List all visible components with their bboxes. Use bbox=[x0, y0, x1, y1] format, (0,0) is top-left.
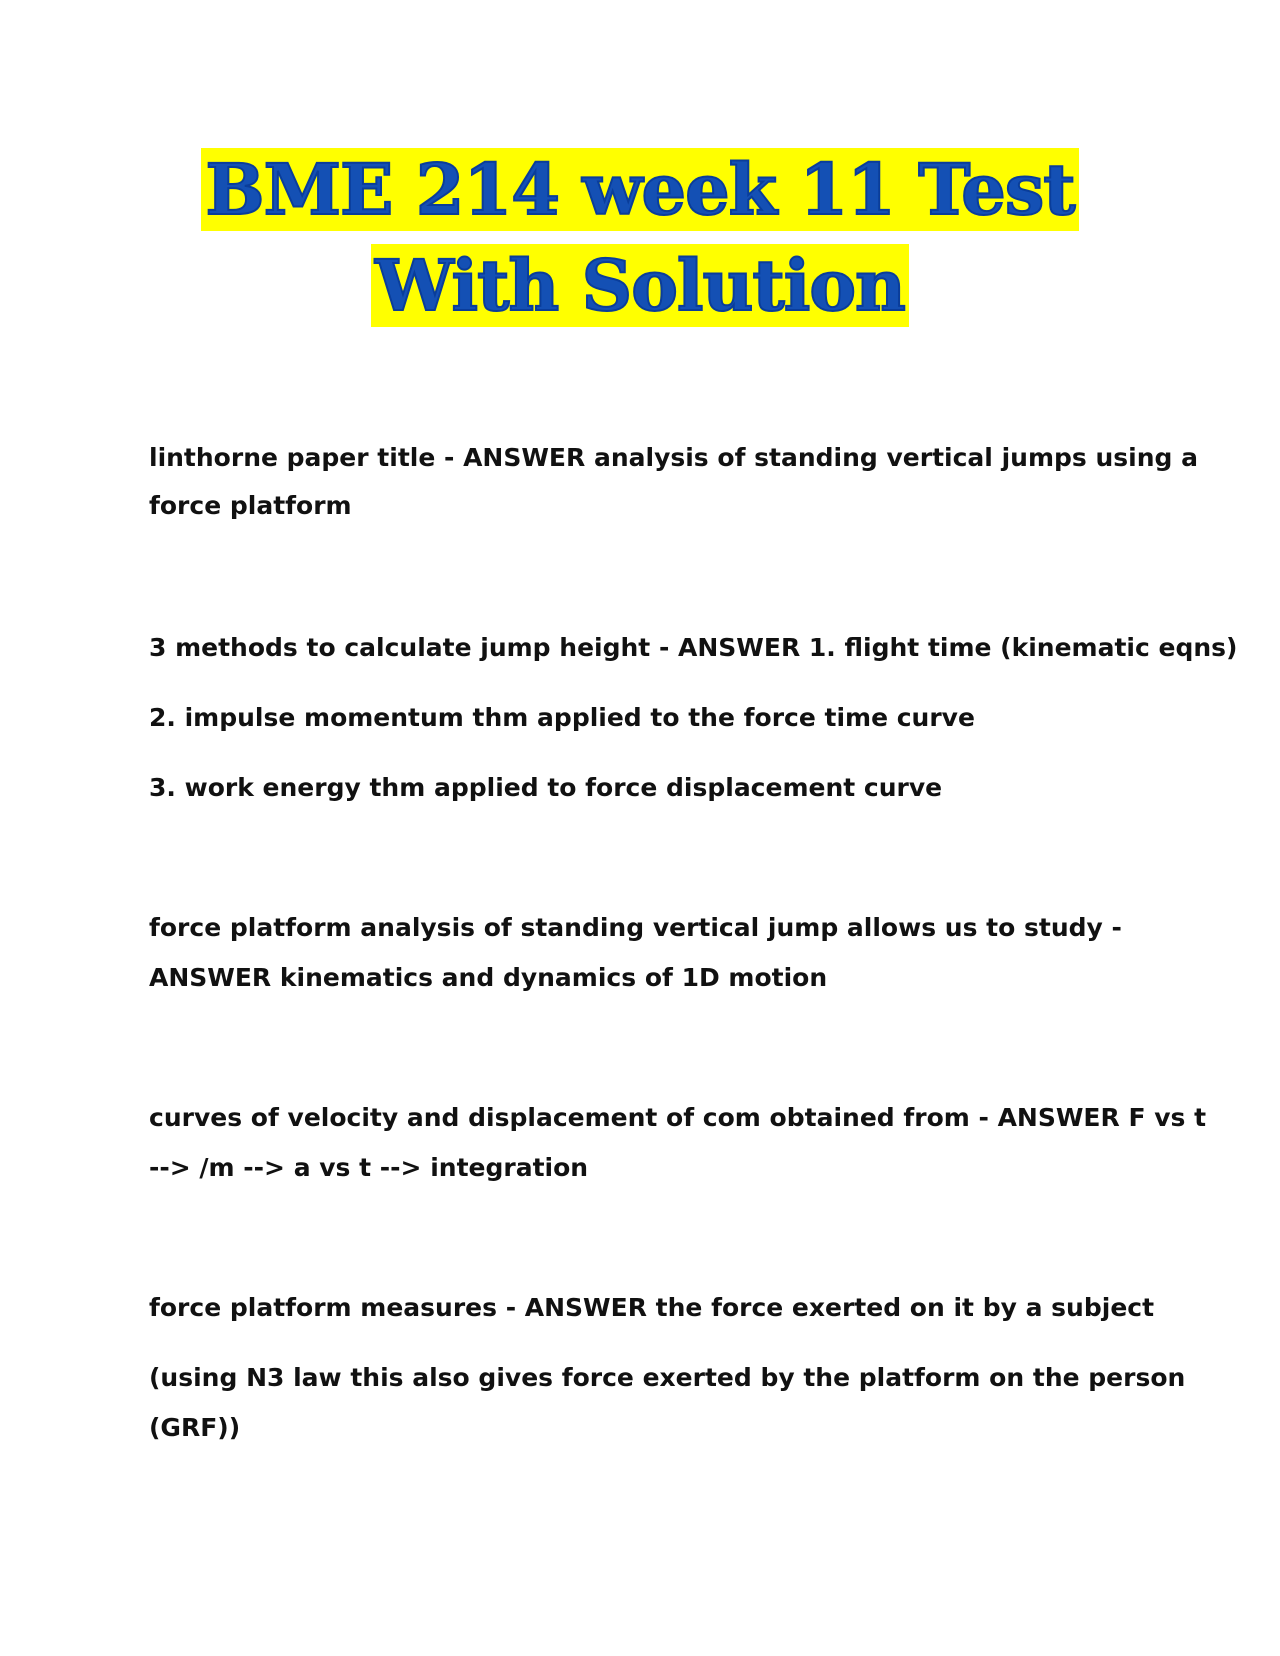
qa-3-line-2: ANSWER kinematics and dynamics of 1D motion bbox=[149, 963, 828, 992]
qa-1-line-2: force platform bbox=[149, 491, 352, 520]
qa-2-line-2: 2. impulse momentum thm applied to the force time curve bbox=[149, 703, 975, 732]
qa-4-line-2: --> /m --> a vs t --> integration bbox=[149, 1153, 589, 1182]
qa-5-line-3: (GRF)) bbox=[149, 1413, 241, 1442]
title-highlight: With Solution bbox=[371, 244, 909, 327]
document-title-line-2 bbox=[0, 243, 1280, 329]
qa-2-line-3: 3. work energy thm applied to force displacement curve bbox=[149, 773, 943, 802]
qa-1-line-1: linthorne paper title - ANSWER analysis of standing vertical jumps using a bbox=[149, 443, 1198, 472]
qa-5-line-1: force platform measures - ANSWER the force exerted on it by a subject bbox=[149, 1293, 1155, 1322]
document-title-line-1 bbox=[0, 147, 1280, 233]
qa-3-line-1: force platform analysis of standing vertical jump allows us to study - bbox=[149, 913, 1122, 942]
qa-5-line-2: (using N3 law this also gives force exerted by the platform on the person bbox=[149, 1363, 1186, 1392]
title-highlight: BME 214 week 11 Test bbox=[201, 148, 1078, 231]
qa-2-line-1: 3 methods to calculate jump height - ANSWER 1. flight time (kinematic eqns) bbox=[149, 633, 1238, 662]
qa-4-line-1: curves of velocity and displacement of com obtained from - ANSWER F vs t bbox=[149, 1103, 1207, 1132]
